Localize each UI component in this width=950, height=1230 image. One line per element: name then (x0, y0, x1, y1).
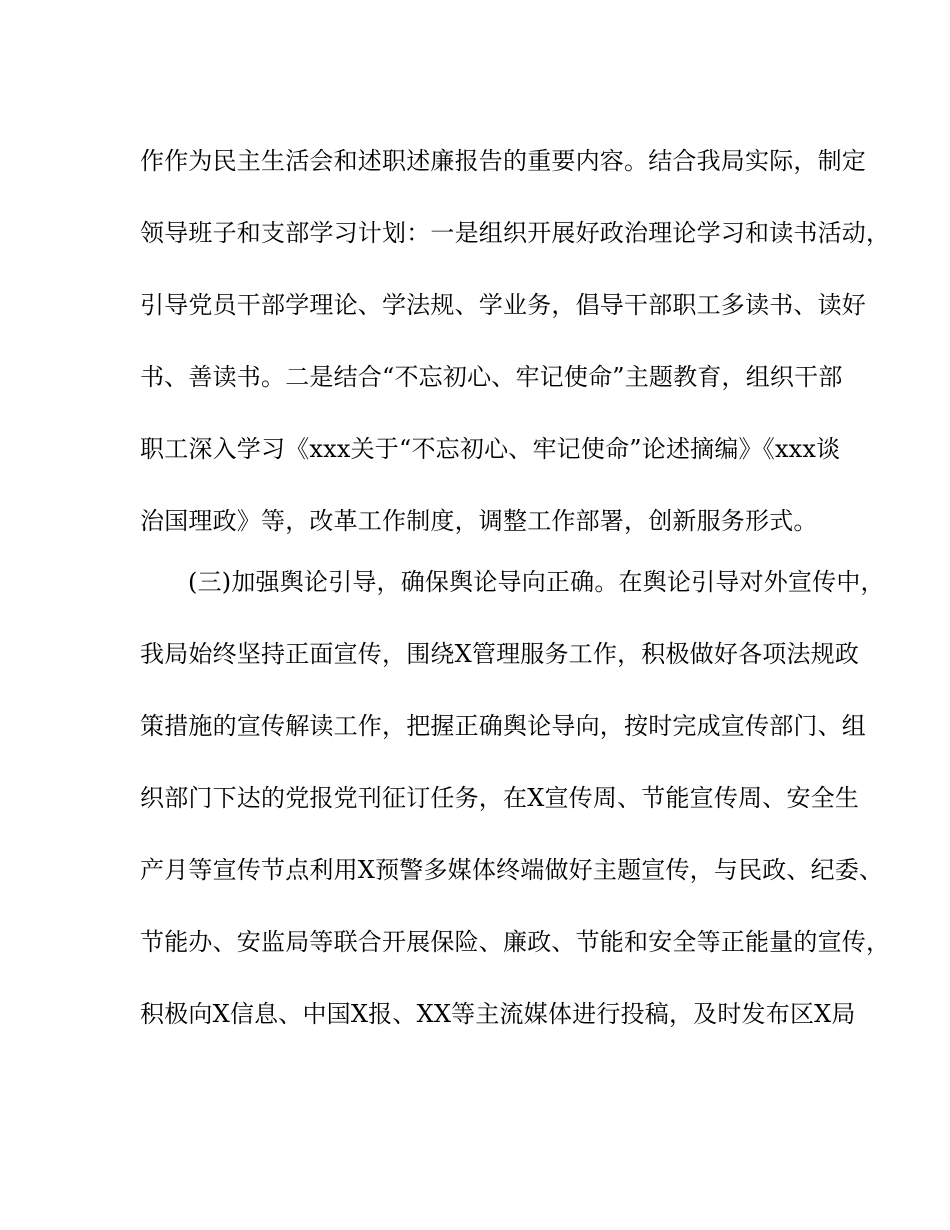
paragraph-line: 领导班子和支部学习计划：一是组织开展好政治理论学习和读书活动， (140, 219, 891, 247)
paragraph-line: 引导党员干部学理论、学法规、学业务，倡导干部职工多读书、读好 (140, 291, 866, 319)
paragraph-line: 我局始终坚持正面宣传，围绕X管理服务工作，积极做好各项法规政 (140, 640, 860, 668)
paragraph-line: 书、善读书。二是结合“不忘初心、牢记使命”主题教育，组织干部 (140, 363, 843, 391)
paragraph-line: 产月等宣传节点利用X预警多媒体终端做好主题宣传，与民政、纪委、 (140, 856, 884, 884)
paragraph-line: 作作为民主生活会和述职述廉报告的重要内容。结合我局实际，制定 (140, 147, 866, 175)
paragraph-line: 策措施的宣传解读工作，把握正确舆论导向，按时完成宣传部门、组 (140, 712, 866, 740)
paragraph-line: 织部门下达的党报党刊征订任务，在X宣传周、节能宣传周、安全生 (140, 784, 860, 812)
paragraph-line: 治国理政》等，改革工作制度，调整工作部署，创新服务形式。 (140, 507, 818, 535)
section-heading-line: (三)加强舆论引导，确保舆论导向正确。在舆论引导对外宣传中， (188, 568, 885, 596)
paragraph-line: 积极向X信息、中国X报、XX等主流媒体进行投稿，及时发布区X局 (140, 1000, 856, 1028)
paragraph-line: 职工深入学习《xxx关于“不忘初心、牢记使命”论述摘编》《xxx谈 (140, 435, 841, 463)
paragraph-line: 节能办、安监局等联合开展保险、廉政、节能和安全等正能量的宣传， (140, 928, 891, 956)
